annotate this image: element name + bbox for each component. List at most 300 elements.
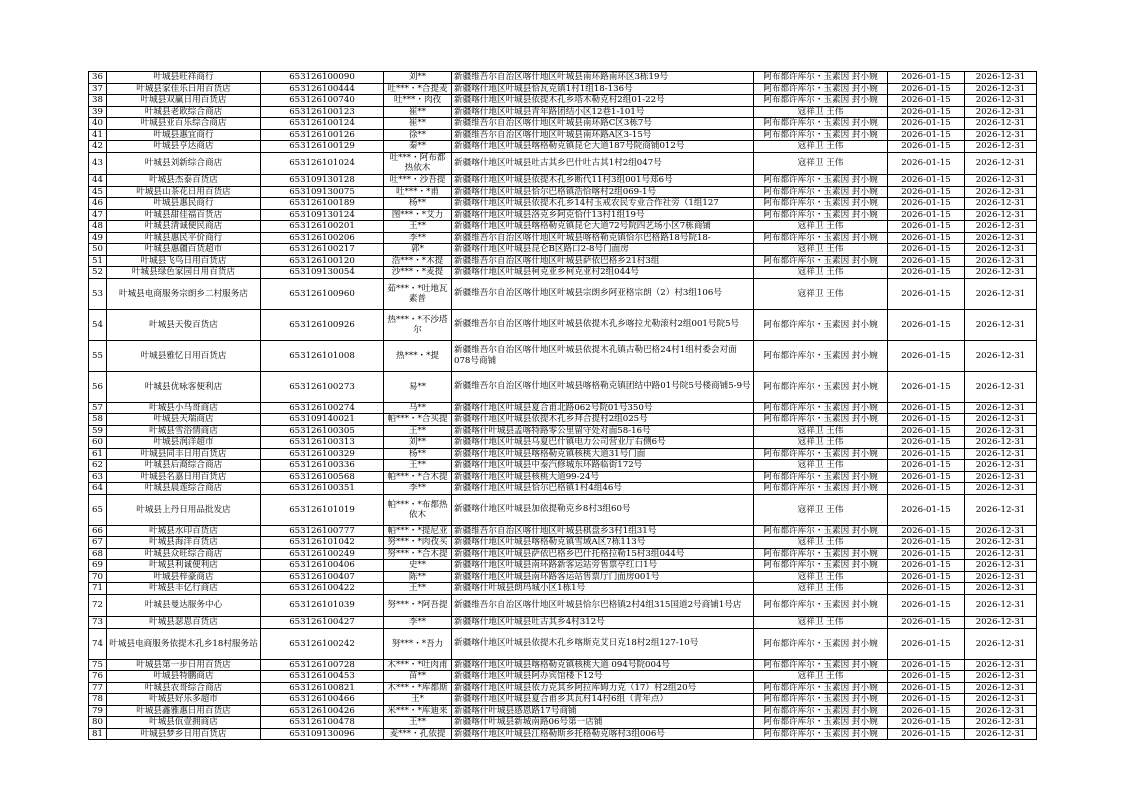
end-date: 2026-12-31 [965,425,1037,437]
owner-name: 浩***・*木提 [384,255,452,267]
row-number: 39 [89,106,107,118]
store-name: 叶城县雅忆日用百货店 [107,340,261,371]
owner-name: 吐***・*合提麦 [384,83,452,95]
table-row [89,471,1037,483]
owner-name: 王** [384,717,452,729]
table-row [89,106,1037,118]
table-row [89,560,1037,572]
end-date: 2026-12-31 [965,460,1037,472]
store-name: 叶城县海洋百货店 [107,537,261,549]
license-number: 653126100351 [261,483,384,495]
start-date: 2026-01-15 [888,267,965,279]
table-row [89,414,1037,426]
start-date: 2026-01-15 [888,278,965,309]
end-date: 2026-12-31 [965,671,1037,683]
inspector-names: 寇祥卫 王伟 [754,437,888,449]
table-row [89,425,1037,437]
end-date: 2026-12-31 [965,198,1037,210]
table-row [89,232,1037,244]
table-row [89,682,1037,694]
store-address: 新疆喀什地区叶城县昆仑B区路口2-8号门面房 [452,244,754,256]
start-date: 2026-01-15 [888,72,965,84]
end-date: 2026-12-31 [965,571,1037,583]
inspector-names: 阿布都许库尔・玉素因 封小婉 [754,548,888,560]
owner-name: 马** [384,402,452,414]
store-name: 叶城县家佳乐日用百货店 [107,83,261,95]
inspector-names: 阿布都许库尔・玉素因 封小婉 [754,483,888,495]
start-date: 2026-01-15 [888,671,965,683]
owner-name: 王** [384,460,452,472]
license-number: 653126100274 [261,402,384,414]
table-row [89,221,1037,233]
start-date: 2026-01-15 [888,402,965,414]
owner-name: 热***・*不沙塔尔 [384,309,452,340]
owner-name: 苗** [384,671,452,683]
owner-name: 李** [384,232,452,244]
store-name: 叶城县清诚便民商店 [107,221,261,233]
license-number: 653126100466 [261,694,384,706]
start-date: 2026-01-15 [888,594,965,617]
table-row [89,537,1037,549]
license-number: 653126101039 [261,594,384,617]
store-name: 叶城县亚百乐综合商店 [107,118,261,130]
license-number: 653126100129 [261,141,384,153]
start-date: 2026-01-15 [888,525,965,537]
row-number: 79 [89,705,107,717]
license-number: 653126100568 [261,471,384,483]
inspector-names: 阿布都许库尔・玉素因 封小婉 [754,594,888,617]
table-row [89,371,1037,402]
store-address: 新疆喀什地区叶城县恰尔巴格镇浩恰喀村2组069-1号 [452,186,754,198]
table-row [89,141,1037,153]
row-number: 36 [89,72,107,84]
start-date: 2026-01-15 [888,483,965,495]
inspector-names: 寇祥卫 王伟 [754,617,888,629]
store-name: 叶城县水印百货店 [107,525,261,537]
table-row [89,548,1037,560]
owner-name: 努***・*合木提 [384,548,452,560]
start-date: 2026-01-15 [888,548,965,560]
license-number: 653126100126 [261,129,384,141]
end-date: 2026-12-31 [965,186,1037,198]
row-number: 69 [89,560,107,572]
inspector-names: 阿布都许库尔・玉素因 封小婉 [754,118,888,130]
owner-name: 努***・*阿吾提 [384,594,452,617]
store-name: 叶城县后裔综合商店 [107,460,261,472]
row-number: 74 [89,628,107,659]
license-number: 653126100422 [261,583,384,595]
end-date: 2026-12-31 [965,560,1037,572]
end-date: 2026-12-31 [965,548,1037,560]
store-name: 叶城县瑟恩百货店 [107,617,261,629]
end-date: 2026-12-31 [965,537,1037,549]
license-number: 653126100305 [261,425,384,437]
license-number: 653109130075 [261,186,384,198]
license-number: 653126100406 [261,560,384,572]
row-number: 50 [89,244,107,256]
table-row [89,483,1037,495]
store-name: 叶城县惠宜商行 [107,129,261,141]
license-number: 653126101019 [261,494,384,525]
license-number: 653126100407 [261,571,384,583]
row-number: 81 [89,728,107,740]
row-number: 44 [89,175,107,187]
row-number: 37 [89,83,107,95]
end-date: 2026-12-31 [965,414,1037,426]
store-address: 新疆喀什地区叶城县依力克其乡阿拉库姆力克（17）村2组20号 [452,682,754,694]
table-row [89,402,1037,414]
owner-name: 热***・*提 [384,340,452,371]
end-date: 2026-12-31 [965,705,1037,717]
table-row [89,175,1037,187]
table-row [89,267,1037,279]
start-date: 2026-01-15 [888,129,965,141]
inspector-names: 阿布都许库尔・玉素因 封小婉 [754,198,888,210]
license-number: 653109130096 [261,728,384,740]
inspector-names: 寇祥卫 王伟 [754,583,888,595]
store-address: 新疆喀什地区叶城县南环路新客运站旁售票亭红口1号 [452,560,754,572]
row-number: 42 [89,141,107,153]
end-date: 2026-12-31 [965,340,1037,371]
license-number: 653126100821 [261,682,384,694]
table-row [89,244,1037,256]
store-address: 新疆喀什地区叶城县阿办宾馆楼下12号 [452,671,754,683]
owner-name: 帕***・*提尼亚 [384,525,452,537]
table-row [89,152,1037,175]
table-row [89,571,1037,583]
end-date: 2026-12-31 [965,278,1037,309]
store-name: 叶城县山茶花日用百货店 [107,186,261,198]
inspector-names: 阿布都许库尔・玉素因 封小婉 [754,682,888,694]
store-name: 叶城县利诚便利店 [107,560,261,572]
end-date: 2026-12-31 [965,471,1037,483]
inspector-names: 寇祥卫 王伟 [754,425,888,437]
table-row [89,198,1037,210]
end-date: 2026-12-31 [965,267,1037,279]
owner-name: 图***・*艾力 [384,209,452,221]
table-row [89,309,1037,340]
start-date: 2026-01-15 [888,628,965,659]
owner-name: 刘** [384,437,452,449]
table-row [89,717,1037,729]
license-number: 653126100740 [261,95,384,107]
owner-name: 努***・*肉孜买 [384,537,452,549]
store-address: 新疆喀什地区叶城县依提木孔乡断代11村3组001号郑6号 [452,175,754,187]
inspector-names: 寇祥卫 王伟 [754,571,888,583]
row-number: 68 [89,548,107,560]
table-row [89,278,1037,309]
table-row [89,659,1037,671]
store-name: 叶城县惠民平价商行 [107,232,261,244]
start-date: 2026-01-15 [888,583,965,595]
inspector-names: 阿布都许库尔・玉素因 封小婉 [754,129,888,141]
row-number: 67 [89,537,107,549]
end-date: 2026-12-31 [965,255,1037,267]
store-address: 新疆喀什地区叶城县依提木孔乡14村玉戒农民专业合作社旁（1组127 [452,198,754,210]
start-date: 2026-01-15 [888,425,965,437]
store-name: 叶城县亨达商店 [107,141,261,153]
row-number: 55 [89,340,107,371]
owner-name: 米***・*库迪来 [384,705,452,717]
license-number: 653126100217 [261,244,384,256]
table-row [89,617,1037,629]
store-address: 新疆喀什地区叶城县吐古其乡4村312号 [452,617,754,629]
start-date: 2026-01-15 [888,106,965,118]
store-name: 叶城县特鹏商店 [107,671,261,683]
row-number: 63 [89,471,107,483]
store-address: 新疆维吾尔自治区喀什地区叶城县南环路C区3栋7号 [452,118,754,130]
inspector-names: 阿布都许库尔・玉素因 封小婉 [754,232,888,244]
store-name: 叶城县晨莲综合商店 [107,483,261,495]
license-number: 653126100201 [261,221,384,233]
end-date: 2026-12-31 [965,141,1037,153]
end-date: 2026-12-31 [965,371,1037,402]
start-date: 2026-01-15 [888,118,965,130]
inspector-names: 阿布都许库尔・玉素因 封小婉 [754,694,888,706]
inspector-names: 阿布都许库尔・玉素因 封小婉 [754,402,888,414]
owner-name: 木***・*吐肉甫 [384,659,452,671]
row-number: 73 [89,617,107,629]
end-date: 2026-12-31 [965,175,1037,187]
row-number: 40 [89,118,107,130]
owner-name: 努***・*吾力 [384,628,452,659]
inspector-names: 阿布都许库尔・玉素因 封小婉 [754,659,888,671]
row-number: 56 [89,371,107,402]
table-row [89,728,1037,740]
start-date: 2026-01-15 [888,460,965,472]
store-name: 叶城县天瑞商店 [107,414,261,426]
owner-name: 崔** [384,118,452,130]
inspector-names: 阿布都许库尔・玉素因 封小婉 [754,186,888,198]
inspector-names: 寇祥卫 王伟 [754,460,888,472]
row-number: 46 [89,198,107,210]
table-row [89,83,1037,95]
end-date: 2026-12-31 [965,152,1037,175]
inspector-names: 阿布都许库尔・玉素因 封小婉 [754,525,888,537]
store-address: 新疆喀什叶城县孟喀特路零公里留守处对面58-16号 [452,425,754,437]
start-date: 2026-01-15 [888,659,965,671]
end-date: 2026-12-31 [965,728,1037,740]
owner-name: 陈** [384,571,452,583]
start-date: 2026-01-15 [888,694,965,706]
owner-name: 帕***・*合买提 [384,414,452,426]
store-address: 新疆喀什地区叶城县柯克亚乡柯克亚村2组044号 [452,267,754,279]
owner-name: 帕***・*合木提 [384,471,452,483]
end-date: 2026-12-31 [965,483,1037,495]
inspector-names: 阿布都许库尔・玉素因 封小婉 [754,209,888,221]
license-number: 653109130054 [261,267,384,279]
license-number: 653126100313 [261,437,384,449]
license-number: 653109130128 [261,175,384,187]
start-date: 2026-01-15 [888,175,965,187]
store-address: 新疆喀什地区叶城县洛克乡阿克恰什13村1组19号 [452,209,754,221]
table-row [89,525,1037,537]
table-row [89,694,1037,706]
store-name: 叶城县好乐多超市 [107,694,261,706]
end-date: 2026-12-31 [965,129,1037,141]
store-address: 新疆维吾尔自治区喀什地区叶城县南环路A区3-15号 [452,129,754,141]
end-date: 2026-12-31 [965,402,1037,414]
inspector-names: 阿布都许库尔・玉素因 封小婉 [754,371,888,402]
owner-name: 王** [384,583,452,595]
owner-name: 茹***・*吐地瓦素普 [384,278,452,309]
end-date: 2026-12-31 [965,244,1037,256]
license-number: 653126100478 [261,717,384,729]
store-address: 新疆喀什地区叶城县吐古其乡巴什吐古其1村2组047号 [452,152,754,175]
owner-name: 麦***・孔依提 [384,728,452,740]
start-date: 2026-01-15 [888,682,965,694]
license-number: 653126100123 [261,106,384,118]
start-date: 2026-01-15 [888,448,965,460]
store-name: 叶城县润洋超市 [107,437,261,449]
owner-name: 秦** [384,141,452,153]
row-number: 43 [89,152,107,175]
store-address: 新疆喀什地区叶城县恰瓦克镇1村1组18-136号 [452,83,754,95]
license-number: 653126101042 [261,537,384,549]
store-address: 新疆喀什地区叶城县喀格勒克镇雪域A区7栋113号 [452,537,754,549]
start-date: 2026-01-15 [888,152,965,175]
end-date: 2026-12-31 [965,594,1037,617]
row-number: 41 [89,129,107,141]
license-number: 653126100206 [261,232,384,244]
end-date: 2026-12-31 [965,525,1037,537]
license-number: 653126100926 [261,309,384,340]
store-address: 新疆喀什地区叶城县喀格勒克镇核桃大道 094号院004号 [452,659,754,671]
store-address: 新疆喀什地区叶城县加依提勒克乡8村3组60号 [452,494,754,525]
start-date: 2026-01-15 [888,340,965,371]
row-number: 59 [89,425,107,437]
store-name: 叶城县老欧综合商店 [107,106,261,118]
store-name: 叶城县佤壹拥商店 [107,717,261,729]
inspector-names: 阿布都许库尔・玉素因 封小婉 [754,255,888,267]
owner-name: 史** [384,560,452,572]
store-address: 新疆喀什叶城县感恩路17号商铺 [452,705,754,717]
row-number: 78 [89,694,107,706]
license-number: 653126100453 [261,671,384,683]
start-date: 2026-01-15 [888,471,965,483]
table-row [89,340,1037,371]
store-address: 新疆喀什地区叶城县依提木孔乡塔木勒克村2组01-22号 [452,95,754,107]
owner-name: 吐***・*甫 [384,186,452,198]
row-number: 52 [89,267,107,279]
row-number: 77 [89,682,107,694]
store-address: 新疆维吾尔自治区喀什地区叶城县宗朗乡阿亚格宗朗（2）村3组106号 [452,278,754,309]
inspector-names: 寇祥卫 王伟 [754,494,888,525]
row-number: 80 [89,717,107,729]
license-number: 653126100444 [261,83,384,95]
end-date: 2026-12-31 [965,717,1037,729]
license-number: 653126100728 [261,659,384,671]
table-row [89,494,1037,525]
inspector-names: 寇祥卫 王伟 [754,278,888,309]
start-date: 2026-01-15 [888,560,965,572]
row-number: 54 [89,309,107,340]
table-row [89,437,1037,449]
start-date: 2026-01-15 [888,244,965,256]
start-date: 2026-01-15 [888,309,965,340]
inspector-names: 阿布都许库尔・玉素因 封小婉 [754,560,888,572]
store-name: 叶城县电商服务宗朗乡二村服务店 [107,278,261,309]
table-row [89,448,1037,460]
store-name: 叶城县飞鸟日用百货店 [107,255,261,267]
owner-name: 郭* [384,244,452,256]
end-date: 2026-12-31 [965,232,1037,244]
inspector-names: 阿布都许库尔・玉素因 封小婉 [754,717,888,729]
row-number: 76 [89,671,107,683]
store-name: 叶城县甜佳福百货店 [107,209,261,221]
store-name: 叶城县天俊百货店 [107,309,261,340]
start-date: 2026-01-15 [888,83,965,95]
table-row [89,186,1037,198]
store-address: 新疆喀什地区叶城县青年路团结小区12巷1-101号 [452,106,754,118]
store-name: 叶城县电商服务依提木孔乡18村服务站 [107,628,261,659]
row-number: 60 [89,437,107,449]
inspector-names: 阿布都许库尔・玉素因 封小婉 [754,83,888,95]
table-row [89,255,1037,267]
start-date: 2026-01-15 [888,186,965,198]
store-address: 新疆喀什地区叶城县江格勒斯乡托格勒克喀村3组006号 [452,728,754,740]
license-number: 653126100426 [261,705,384,717]
owner-name: 崔** [384,106,452,118]
store-address: 新疆维吾尔自治区喀什地区叶城县南环路南环区3栋19号 [452,72,754,84]
table-row [89,628,1037,659]
end-date: 2026-12-31 [965,95,1037,107]
table-row [89,118,1037,130]
inspector-names: 阿布都许库尔・玉素因 封小婉 [754,175,888,187]
start-date: 2026-01-15 [888,141,965,153]
store-address: 新疆喀什地区叶城县夏合甫乡其瓦村14村6组（青年点） [452,694,754,706]
store-address: 新疆维吾尔自治区喀什地区叶城县喀格勒克镇团结中路01号院5号楼商铺5-9号 [452,371,754,402]
row-number: 72 [89,594,107,617]
store-address: 新疆喀什地区叶城县喀格勒克镇昆仑大道187号院商铺012号 [452,141,754,153]
store-name: 叶城县梦乡日用百货店 [107,728,261,740]
store-address: 新疆喀什地区叶城县南环路客运站售票厅门面房001号 [452,571,754,583]
row-number: 53 [89,278,107,309]
store-name: 叶城县优咏客便利店 [107,371,261,402]
inspector-names: 寇祥卫 王伟 [754,152,888,175]
store-address: 新疆维吾尔自治区喀什地区叶城县依提木孔镇古勒巴格24村1组村委会对面078号商铺 [452,340,754,371]
row-number: 71 [89,583,107,595]
store-name: 叶城县惠疆百货超市 [107,244,261,256]
end-date: 2026-12-31 [965,494,1037,525]
store-name: 叶城县旺祥商行 [107,72,261,84]
store-address: 新疆维吾尔自治区喀什地区叶城县棋盘乡3村1组31号 [452,525,754,537]
end-date: 2026-12-31 [965,617,1037,629]
store-name: 叶城县众旺综合商店 [107,548,261,560]
owner-name: 徐** [384,129,452,141]
row-number: 70 [89,571,107,583]
inspector-names: 阿布都许库尔・玉素因 封小婉 [754,705,888,717]
store-name: 叶城县双赢日用百货店 [107,95,261,107]
row-number: 51 [89,255,107,267]
inspector-names: 阿布都许库尔・玉素因 封小婉 [754,448,888,460]
row-number: 65 [89,494,107,525]
license-number: 653126100273 [261,371,384,402]
license-number: 653126100336 [261,460,384,472]
start-date: 2026-01-15 [888,414,965,426]
store-address: 新疆维吾尔自治区喀什地区叶城县萨依巴格乡21村3组 [452,255,754,267]
store-name: 叶城县小马哥商店 [107,402,261,414]
owner-name: 王** [384,425,452,437]
start-date: 2026-01-15 [888,255,965,267]
store-address: 新疆维吾尔自治区喀什地区叶城县恰尔巴格镇2村4组315国道2号商铺1号店 [452,594,754,617]
store-address: 新疆喀什地区叶城县喀格勒克镇核桃大道31号门面 [452,448,754,460]
inspector-names: 寇祥卫 王伟 [754,267,888,279]
store-address: 新疆喀什地区叶城县中泰汽修城东环路临街172号 [452,460,754,472]
start-date: 2026-01-15 [888,617,965,629]
license-number: 653109140021 [261,414,384,426]
store-name: 叶城县刘新综合商店 [107,152,261,175]
